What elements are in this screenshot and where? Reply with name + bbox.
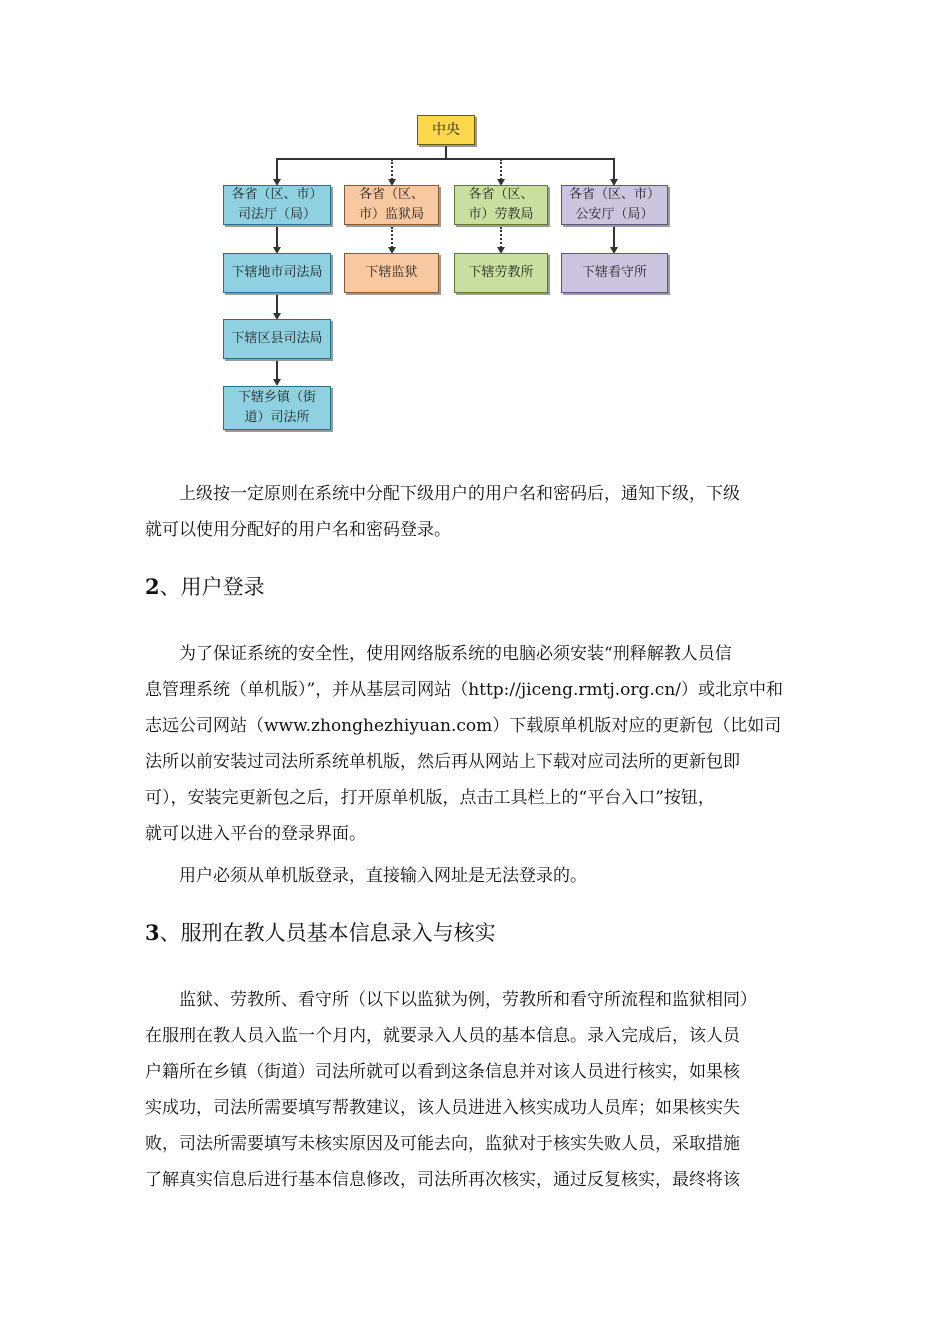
node-justice-dept: [223, 185, 331, 225]
node-label: 各省（区、: [358, 187, 424, 202]
paragraph-login-instructions: [145, 636, 810, 852]
text-line: 就可以进入平台的登录界面。: [145, 824, 366, 844]
text-line: 就可以使用分配好的用户名和密码登录。: [145, 520, 451, 540]
node-label: 下辖监狱: [365, 265, 418, 280]
section-title: 、用户登录: [159, 575, 265, 599]
arrow-icon: [273, 379, 281, 386]
node-central-label: 中央: [432, 122, 460, 138]
node-label: 各省（区、市）: [231, 187, 323, 202]
connector: [391, 159, 393, 180]
text-line: 为了保证系统的安全性，使用网络版系统的电脑必须安装“刑释解教人员信: [179, 644, 732, 664]
connector: [276, 158, 615, 160]
paragraph-info-entry: [145, 982, 810, 1198]
node-label: 下辖劳教所: [468, 265, 534, 280]
node-label: 道）司法所: [244, 410, 310, 425]
org-chart: [0, 0, 950, 450]
section-number: 2: [145, 574, 160, 599]
node-label: 市）监狱局: [358, 207, 424, 222]
text-line: 监狱、劳教所、看守所（以下以监狱为例，劳教所和看守所流程和监狱相同）: [179, 990, 757, 1010]
node-detention-center: [561, 253, 668, 293]
node-label: 各省（区、: [468, 187, 534, 202]
connector: [613, 158, 615, 180]
node-label: 下辖乡镇（街: [237, 390, 316, 405]
section-title: 、服刑在教人员基本信息录入与核实: [159, 921, 496, 945]
node-prison: [344, 253, 439, 293]
section-heading-user-login: [145, 572, 265, 602]
node-police-dept: [561, 185, 668, 225]
section-number: 3: [145, 920, 160, 945]
connector: [445, 146, 447, 158]
text-line: 实成功，司法所需要填写帮教建议，该人员进进入核实成功人员库；如果核实失: [145, 1098, 740, 1118]
node-county-justice: [223, 319, 331, 359]
text-line: 了解真实信息后进行基本信息修改，司法所再次核实，通过反复核实，最终将该: [145, 1170, 740, 1190]
node-label: 司法厅（局）: [237, 207, 316, 222]
connector: [391, 227, 393, 248]
node-label: 下辖区县司法局: [231, 331, 323, 346]
node-township-justice: [223, 386, 331, 430]
text-line: 败，司法所需要填写未核实原因及可能去向，监狱对于核实失败人员，采取措施: [145, 1134, 740, 1154]
text-line: 息管理系统（单机版）”，并从基层司网站（http://jiceng.rmtj.org.cn/）或北京中和: [145, 680, 783, 700]
connector: [276, 227, 278, 248]
paragraph-account-distribution: [145, 476, 810, 548]
node-labor-bureau: [454, 185, 548, 225]
node-label: 市）劳教局: [468, 207, 534, 222]
node-label: 下辖看守所: [581, 265, 647, 280]
text-line: 上级按一定原则在系统中分配下级用户的用户名和密码后，通知下级，下级: [179, 484, 740, 504]
connector: [500, 159, 502, 180]
node-label: 各省（区、市）: [568, 187, 660, 202]
node-labor-camp: [454, 253, 548, 293]
connector: [276, 158, 278, 180]
text-line: 可），安装完更新包之后，打开原单机版，点击工具栏上的“平台入口”按钮，: [145, 788, 715, 808]
text-line: 户籍所在乡镇（街道）司法所就可以看到这条信息并对该人员进行核实，如果核: [145, 1062, 740, 1082]
text-line: 志远公司网站（www.zhonghezhiyuan.com）下载原单机版对应的更新包（比如司: [145, 716, 782, 736]
connector: [500, 227, 502, 248]
paragraph-login-note: [145, 858, 810, 894]
text-line: 用户必须从单机版登录，直接输入网址是无法登录的。: [179, 866, 587, 886]
node-central: [417, 115, 475, 145]
connector: [276, 295, 278, 315]
node-city-justice: [223, 253, 331, 293]
node-label: 公安厅（局）: [575, 207, 654, 222]
node-label: 下辖地市司法局: [231, 265, 323, 280]
connector: [276, 361, 278, 381]
connector: [613, 227, 615, 248]
section-heading-info-entry: [145, 918, 496, 948]
text-line: 在服刑在教人员入监一个月内，就要录入人员的基本信息。录入完成后，该人员: [145, 1026, 740, 1046]
node-prison-bureau: [344, 185, 439, 225]
text-line: 法所以前安装过司法所系统单机版，然后再从网站上下载对应司法所的更新包即: [145, 752, 740, 772]
